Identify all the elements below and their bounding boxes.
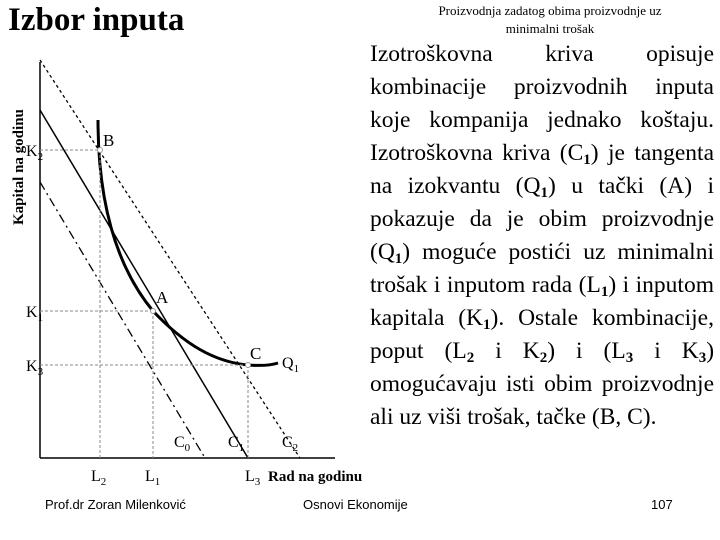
body-text-part: ) i (L <box>547 338 626 364</box>
y-tick-k3: $K_3$ <box>26 358 44 378</box>
point-label-b: B <box>103 131 115 150</box>
subscript: 1 <box>394 251 403 267</box>
body-text-part: ) i inputom kapitala (K <box>370 272 714 331</box>
body-text-part: ) moguće postići uz minimalni trošak i inputom rada (L <box>370 239 714 298</box>
footer-author: Prof.dr Zoran Milenković <box>45 497 186 512</box>
body-text-part: i K <box>474 338 540 364</box>
x-tick-l1: $L_1$ <box>145 468 161 488</box>
point-b-marker <box>98 148 103 153</box>
x-tick-l3: $L_3$ <box>245 468 261 488</box>
isocost-line-c0 <box>40 182 205 458</box>
body-text-part: Izotroškovna kriva opisuje kombinacije proizvodnih inputa koje kompanija jednako koštaju. Izotroškovna kriva (C <box>370 41 714 166</box>
subscript: 3 <box>698 350 707 366</box>
subscript: 2 <box>466 350 475 366</box>
header-line-2: minimalni trošak <box>505 21 595 36</box>
body-text <box>370 38 714 434</box>
curve-label-c0: $C_0$ <box>174 434 191 454</box>
body-text-part: ). Ostale kombinacije, poput (L <box>370 305 714 364</box>
body-text-part: i K <box>633 338 699 364</box>
y-tick-k2: $K_2$ <box>26 143 44 163</box>
y-tick-k1: $K_1$ <box>26 304 44 324</box>
point-label-c: C <box>250 344 262 363</box>
footer-course: Osnovi Ekonomije <box>303 497 408 512</box>
point-c-marker <box>246 363 251 368</box>
x-tick-l2: $L_2$ <box>91 468 107 488</box>
slide-title: Izbor inputa <box>8 2 185 38</box>
body-text-part: ) u tački (A) i pokazuje da je obim proizvodnje (Q <box>370 173 714 265</box>
y-axis-label: Kapital na godinu <box>11 109 27 225</box>
body-text-part: ) omogućavaju isti obim proizvodnje ali uz viši trošak, tačke (B, C). <box>370 338 715 430</box>
curve-label-c2: $C_2$ <box>282 434 299 454</box>
subscript: 1 <box>540 185 548 201</box>
body-text-part: ) je tangenta na izokvantu (Q <box>370 140 714 199</box>
curve-label-c1: $C_1$ <box>228 434 245 454</box>
subscript: 2 <box>539 350 548 366</box>
page-number: 107 <box>651 497 673 512</box>
point-label-a: A <box>156 288 169 307</box>
subscript: 1 <box>600 284 609 300</box>
x-axis-label: Rad na godinu <box>268 469 363 485</box>
isoquant-q1 <box>98 120 278 365</box>
point-a-marker <box>151 309 156 314</box>
subscript: 1 <box>483 317 491 333</box>
header-line-1: Proizvodnja zadatog obima proizvodnje uz <box>438 3 662 18</box>
curve-label-q1: $Q_1$ <box>282 355 300 375</box>
subscript: 3 <box>625 350 634 366</box>
isocost-line-c1 <box>40 110 248 458</box>
subscript: 1 <box>583 152 591 168</box>
